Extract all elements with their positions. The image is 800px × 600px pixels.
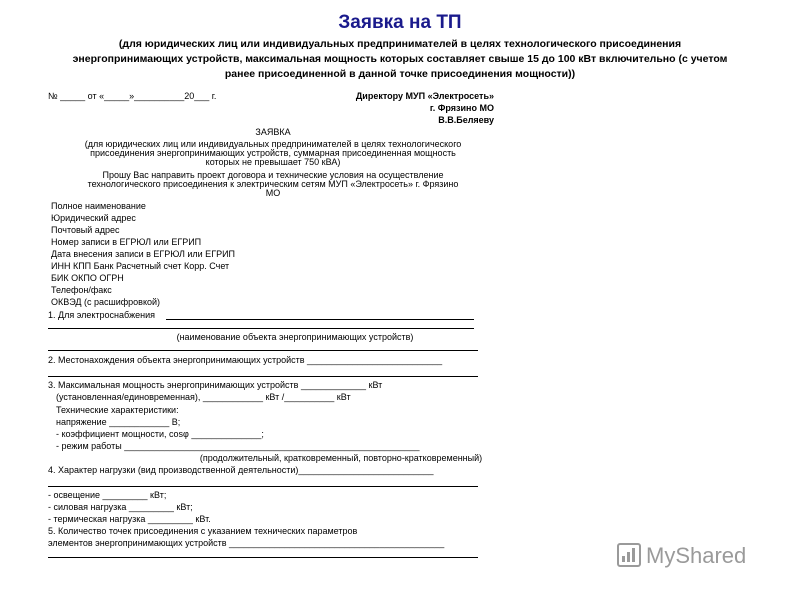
field-label: ИНН КПП Банк Расчетный счет Корр. Счет (51, 261, 230, 271)
heading-note-line: (для юридических лиц или индивидуальных предпринимателей в целях технологического (84, 139, 462, 149)
field-label: Дата внесения записи в ЕГРЮЛ или ЕГРИП (51, 249, 236, 259)
tech-specs-label: Технические характеристики: (56, 405, 179, 415)
addressee-line: Директору МУП «Электросеть» (355, 91, 494, 101)
subtitle-line: ранее присоединенной в данной точке присоединения мощности)) (224, 68, 576, 80)
application-number-line: № _____ от «_____»__________20___ г. (48, 91, 217, 101)
voltage-line: напряжение ____________ В; (56, 417, 181, 427)
addressee-line: В.В.Беляеву (438, 115, 494, 125)
item-2-label: 2. Местонахождения объекта энергопринимающих устройств ___________________________ (48, 355, 443, 365)
watermark-logo (616, 538, 766, 572)
fill-line (48, 350, 478, 351)
field-label: Номер записи в ЕГРЮЛ или ЕГРИП (51, 237, 202, 247)
heading-note-line: присоединения энергопринимающих устройств, суммарная присоединенная мощность (90, 148, 456, 158)
fill-line (48, 486, 478, 487)
field-label: Полное наименование (51, 201, 146, 211)
request-text-line: МО (265, 188, 281, 198)
lighting-line: - освещение _________ кВт; (48, 490, 167, 500)
field-label: Юридический адрес (51, 213, 136, 223)
thermal-load-line: - термическая нагрузка _________ кВт. (48, 514, 211, 524)
heading-note-line: которых не превышает 750 кВА) (205, 157, 341, 167)
item-3-label: 3. Максимальная мощность энергопринимающих устройств _____________ кВт (48, 380, 383, 390)
item-5-label: 5. Количество точек присоединения с указанием технических параметров (48, 526, 358, 536)
field-label: Почтовый адрес (51, 225, 120, 235)
item-1-caption: (наименование объекта энергопринимающих устройств) (176, 332, 414, 342)
page-title: Заявка на ТП (338, 12, 462, 33)
fill-line (48, 557, 478, 558)
field-label: БИК ОКПО ОГРН (51, 273, 124, 283)
item-4-label: 4. Характер нагрузки (вид производственной деятельности)___________________________ (48, 465, 434, 475)
request-text-line: Прошу Вас направить проект договора и технические условия на осуществление (102, 170, 444, 180)
cosphi-line: - коэффициент мощности, cosφ ______________; (56, 429, 264, 439)
fill-line (48, 376, 478, 377)
item-5-label: элементов энергопринимающих устройств ___________________________________________ (48, 538, 445, 548)
power-load-line: - силовая нагрузка _________ кВт; (48, 502, 193, 512)
item-3-sub-line: (установленная/единовременная), ____________ кВт /__________ кВт (56, 392, 351, 402)
subtitle-line: энергопринимающих устройств, максимальная мощность которых составляет свыше 15 до 100 кВт включительно (с учетом (72, 53, 728, 65)
addressee-line: г. Фрязино МО (429, 103, 494, 113)
subtitle-line: (для юридических лиц или индивидуальных предпринимателей в целях технологического присоединения (118, 38, 682, 50)
item-1-label: 1. Для электроснабжения (48, 310, 155, 320)
application-heading: ЗАЯВКА (255, 127, 291, 137)
field-label: ОКВЭД (с расшифровкой) (51, 297, 161, 307)
watermark-icon (616, 538, 766, 572)
mode-line: - режим работы ___________________________________________________________ (56, 441, 420, 451)
fill-line (166, 319, 474, 320)
watermark-text: MyShared (646, 543, 747, 568)
mode-caption: (продолжительный, кратковременный, повторно-кратковременный) (199, 453, 483, 463)
fill-line (48, 328, 474, 329)
field-label: Телефон/факс (51, 285, 112, 295)
request-text-line: технологического присоединения к электрическим сетям МУП «Электросеть» г. Фрязино (87, 179, 459, 189)
page-subtitle (0, 37, 800, 82)
